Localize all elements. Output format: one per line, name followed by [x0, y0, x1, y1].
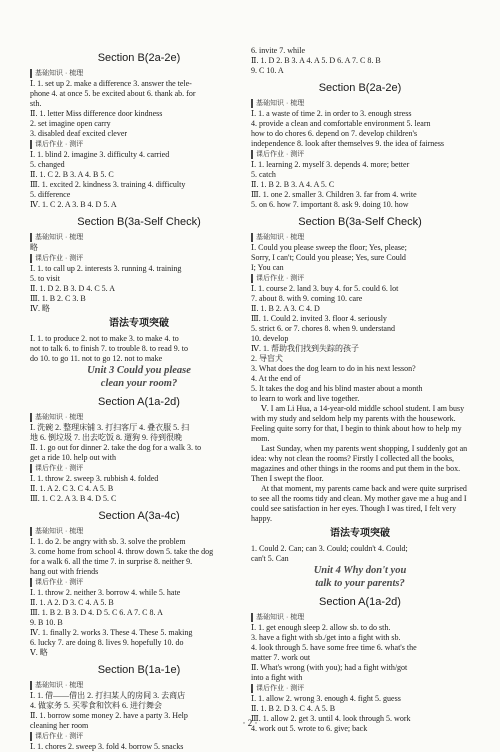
- answer-line: phone 4. at once 5. be excited about 6. thank ab. for: [30, 89, 196, 98]
- answer-line: Ⅰ. 1. allow 2. wrong 3. enough 4. fight 5. guess: [251, 694, 401, 703]
- exercise-tag-label: 课后作业 · 测评: [30, 578, 83, 587]
- answer-line: 5. changed: [30, 160, 65, 169]
- answer-line: do 10. to go 11. not to go 12. not to make: [30, 354, 163, 363]
- answer-line: 5. to visit: [30, 274, 61, 283]
- exercise-tag-label: 课后作业 · 测评: [30, 140, 83, 149]
- answer-line: Ⅲ. 1. C 2. A 3. B 4. D 5. C: [30, 494, 117, 503]
- answer-line: Ⅲ. 1. B 2. C 3. B: [30, 294, 86, 303]
- exercise-tag: [251, 232, 469, 243]
- exercise-tag-label: 课后作业 · 测评: [251, 150, 304, 159]
- exercise-tag-label: 基础知识 · 梳理: [30, 681, 83, 690]
- answer-line: 略: [30, 243, 38, 252]
- answer-line: 10. develop: [251, 334, 289, 343]
- exercise-tag-label: 课后作业 · 测评: [251, 274, 304, 283]
- answer-line: 4. work out 5. wrote to 6. give; back: [251, 724, 368, 733]
- answer-line: Ⅰ. 1. course 2. land 3. buy 4. for 5. could 6. lot: [251, 284, 399, 293]
- exercise-tag-label: 课后作业 · 测评: [30, 464, 83, 473]
- answer-line: to learn to work and live together.: [251, 394, 360, 403]
- section-heading: Section B(1a-1e): [97, 664, 181, 676]
- answer-line: 5. on 6. how 7. important 8. ask 9. doing 10. how: [251, 200, 409, 209]
- answer-line: 5. difference: [30, 190, 71, 199]
- exercise-tag-label: 课后作业 · 测评: [30, 732, 83, 741]
- exercise-tag: [30, 680, 248, 691]
- answer-line: sth.: [30, 99, 42, 108]
- answer-line: matter 7. work out: [251, 653, 311, 662]
- answer-line: Ⅱ. 1. go out for dinner 2. take the dog for a walk 3. to: [30, 443, 202, 452]
- answer-line: Ⅲ. 1. excited 2. kindness 3. training 4. difficulty: [30, 180, 186, 189]
- right-column: [251, 46, 469, 734]
- exercise-tag-label: 课后作业 · 测评: [30, 254, 83, 263]
- exercise-tag: [30, 463, 248, 474]
- answer-line: 9. B 10. B: [30, 618, 63, 627]
- answer-line: 3. disabled deaf excited clever: [30, 129, 128, 138]
- unit-title: Unit 3 Could you please: [87, 365, 191, 376]
- exercise-tag: [251, 98, 469, 109]
- answer-line: Ⅳ. 1. finally 2. works 3. These 4. These 5. making: [30, 628, 193, 637]
- answer-line: Ⅰ. Could you please sweep the floor; Yes, please;: [251, 243, 407, 252]
- answer-line: Ⅰ. 1. a waste of time 2. in order to 3. enough stress: [251, 109, 412, 118]
- answer-line: Ⅰ. 1. throw 2. sweep 3. rubbish 4. folded: [30, 474, 159, 483]
- answer-line: 7. about 8. with 9. coming 10. care: [251, 294, 363, 303]
- answer-line: Ⅰ. 1. throw 2. neither 3. borrow 4. while 5. hate: [30, 588, 181, 597]
- answer-line: cleaning her room: [30, 721, 89, 730]
- answer-line: Ⅲ. 1. allow 2. get 3. until 4. look through 5. work: [251, 714, 411, 723]
- exercise-tag-label: 基础知识 · 梳理: [30, 413, 83, 422]
- unit-title: talk to your parents?: [315, 578, 405, 589]
- exercise-tag: [30, 412, 248, 423]
- answer-line: 1. Could 2. Can; can 3. Could; couldn't 4. Could;: [251, 544, 408, 553]
- section-heading: Section B(2a-2e): [318, 82, 402, 94]
- answer-line: 5. It takes the dog and his blind master about a month: [251, 384, 423, 393]
- answer-line: Ⅰ. 洗碗 2. 整理床铺 3. 打扫客厅 4. 叠衣服 5. 扫: [30, 423, 190, 432]
- answer-line: Ⅲ. 1. B 2. B 3. D 4. D 5. C 6. A 7. C 8. A: [30, 608, 163, 617]
- answer-line: I; You can: [251, 263, 284, 272]
- exercise-tag-label: 基础知识 · 梳理: [251, 233, 304, 242]
- answer-line: Ⅱ. 1. B 2. D 3. C 4. A 5. B: [251, 704, 336, 713]
- grammar-heading: 语法专项突破: [109, 318, 169, 329]
- answer-line: Ⅱ. 1. A 2. D 3. C 4. A 5. B: [30, 598, 114, 607]
- essay-paragraph: Last Sunday, when my parents went shopping, I suddenly got an idea: why not clean the rooms? Firstly I collected all the books, magazines and other things in the rooms and put them in the box. Then I swept the floor.: [251, 444, 468, 483]
- section-heading: Section B(3a-Self Check): [77, 216, 201, 228]
- answer-line: 2. set imagine open carry: [30, 119, 111, 128]
- answer-line: Ⅱ. 1. A 2. C 3. C 4. A 5. B: [30, 484, 114, 493]
- exercise-tag: [251, 683, 469, 694]
- answer-line: can't 5. Can: [251, 554, 289, 563]
- answer-line: 6. invite 7. while: [251, 46, 305, 55]
- section-heading: Section A(1a-2d): [319, 596, 401, 608]
- answer-line: not to talk 6. to finish 7. to trouble 8. to read 9. to: [30, 344, 188, 353]
- exercise-tag: [251, 612, 469, 623]
- grammar-heading: 语法专项突破: [330, 528, 390, 539]
- answer-line: 6. lucky 7. are doing 8. lives 9. hopefully 10. do: [30, 638, 184, 647]
- exercise-tag-label: 课后作业 · 测评: [251, 684, 304, 693]
- answer-line: Ⅰ. 1. chores 2. sweep 3. fold 4. borrow 5. snacks: [30, 742, 184, 751]
- section-heading: Section B(3a-Self Check): [298, 216, 422, 228]
- answer-line: Ⅲ. 1. Could 2. invited 3. floor 4. seriously: [251, 314, 387, 323]
- answer-line: Ⅰ. 1. set up 2. make a difference 3. answer the tele-: [30, 79, 192, 88]
- answer-line: Ⅰ. 1. to produce 2. not to make 3. to make 4. to: [30, 334, 179, 343]
- answer-line: 5. catch: [251, 170, 276, 179]
- answer-line: Ⅱ. 1. B 2. B 3. A 4. A 5. C: [251, 180, 335, 189]
- answer-line: Ⅰ. 1. to call up 2. interests 3. running 4. training: [30, 264, 182, 273]
- answer-line: for a walk 6. all the time 7. in surprise 8. neither 9.: [30, 557, 193, 566]
- answer-line: Ⅲ. 1. one 2. smaller 3. Children 3. far from 4. write: [251, 190, 417, 199]
- exercise-tag: [30, 232, 248, 243]
- left-column: [30, 46, 248, 752]
- answer-line: 地 6. 倒垃圾 7. 出去吃饭 8. 遛狗 9. 待到很晚: [30, 433, 182, 442]
- exercise-tag-label: 基础知识 · 梳理: [30, 69, 83, 78]
- exercise-tag-label: 基础知识 · 梳理: [30, 527, 83, 536]
- page-number: · 2 ·: [242, 718, 258, 728]
- answer-line: Ⅳ. 1. 帮助我们找到失踪的孩子: [251, 344, 359, 353]
- answer-line: 5. strict 6. or 7. chores 8. when 9. understand: [251, 324, 395, 333]
- answer-line: Ⅰ. 1. do 2. be angry with sb. 3. solve the problem: [30, 537, 186, 546]
- answer-line: Ⅰ. 1. blind 2. imagine 3. difficulty 4. carried: [30, 150, 170, 159]
- essay-paragraph: Ⅴ. I am Li Hua, a 14-year-old middle school student. I am busy with my study and seldom help my parents with the housework. Feeling quite sorry for that, I begin to think about how to help my mom.: [251, 404, 465, 443]
- exercise-tag-label: 基础知识 · 梳理: [251, 613, 304, 622]
- answer-line: into a fight with: [251, 673, 303, 682]
- unit-title: Unit 4 Why don't you: [313, 565, 407, 576]
- exercise-tag-label: 基础知识 · 梳理: [30, 233, 83, 242]
- answer-line: Ⅳ. 略: [30, 304, 50, 313]
- answer-line: Sorry, I can't; Could you please; Yes, sure Could: [251, 253, 406, 262]
- answer-line: how to do chores 6. depend on 7. develop children's: [251, 129, 418, 138]
- answer-line: 3. come home from school 4. throw down 5. take the dog: [30, 547, 214, 556]
- answer-line: Ⅰ. 1. learning 2. myself 3. depends 4. more; better: [251, 160, 410, 169]
- answer-line: get a ride 10. help out with: [30, 453, 116, 462]
- exercise-tag: [251, 273, 469, 284]
- answer-line: 4. provide a clean and comfortable environment 5. learn: [251, 119, 431, 128]
- exercise-tag: [30, 139, 248, 150]
- answer-line: Ⅴ. 略: [30, 648, 48, 657]
- essay-paragraph: At that moment, my parents came back and were quite surprised to see all the rooms tidy and clean. My mother gave me a hug and I could see satisfaction in her eyes. Though I was tired, I felt very happy.: [251, 484, 467, 523]
- answer-line: hang out with friends: [30, 567, 99, 576]
- exercise-tag: [30, 253, 248, 264]
- exercise-tag: [30, 731, 248, 742]
- answer-line: 4. look through 5. have some free time 6. what's the: [251, 643, 417, 652]
- answer-line: independence 8. look after themselves 9. the idea of fairness: [251, 139, 445, 148]
- section-heading: Section B(2a-2e): [97, 52, 181, 64]
- answer-line: Ⅱ. 1. C 2. B 3. A 4. B 5. C: [30, 170, 114, 179]
- answer-line: 3. have a fight with sb./get into a fight with sb.: [251, 633, 401, 642]
- answer-line: Ⅱ. 1. D 2. B 3. D 4. C 5. A: [30, 284, 115, 293]
- answer-line: 9. C 10. A: [251, 66, 284, 75]
- answer-line: Ⅰ. 1. get enough sleep 2. allow sb. to do sth.: [251, 623, 391, 632]
- exercise-tag-label: 基础知识 · 梳理: [251, 99, 304, 108]
- answer-line: 4. 做家务 5. 买零食和饮料 6. 进行舞会: [30, 701, 162, 710]
- answer-line: Ⅳ. 1. C 2. A 3. B 4. D 5. A: [30, 200, 117, 209]
- answer-line: Ⅱ. 1. B 2. A 3. C 4. D: [251, 304, 320, 313]
- answer-line: 4. At the end of: [251, 374, 301, 383]
- answer-line: Ⅱ. 1. borrow some money 2. have a party 3. Help: [30, 711, 188, 720]
- answer-line: 3. What does the dog learn to do in his next lesson?: [251, 364, 416, 373]
- exercise-tag: [251, 149, 469, 160]
- answer-line: Ⅱ. 1. letter Miss difference door kindness: [30, 109, 163, 118]
- exercise-tag: [30, 577, 248, 588]
- section-heading: Section A(3a-4c): [98, 510, 180, 522]
- exercise-tag: [30, 68, 248, 79]
- unit-title: clean your room?: [100, 378, 178, 389]
- answer-line: Ⅱ. What's wrong (with you); had a fight with/got: [251, 663, 408, 672]
- answer-line: Ⅰ. 1. 借——借出 2. 打扫某人的房间 3. 去商店: [30, 691, 186, 700]
- section-heading: Section A(1a-2d): [98, 396, 180, 408]
- answer-line: Ⅱ. 1. D 2. B 3. A 4. A 5. D 6. A 7. C 8. B: [251, 56, 381, 65]
- answer-line: 2. 导盲犬: [251, 354, 283, 363]
- exercise-tag: [30, 526, 248, 537]
